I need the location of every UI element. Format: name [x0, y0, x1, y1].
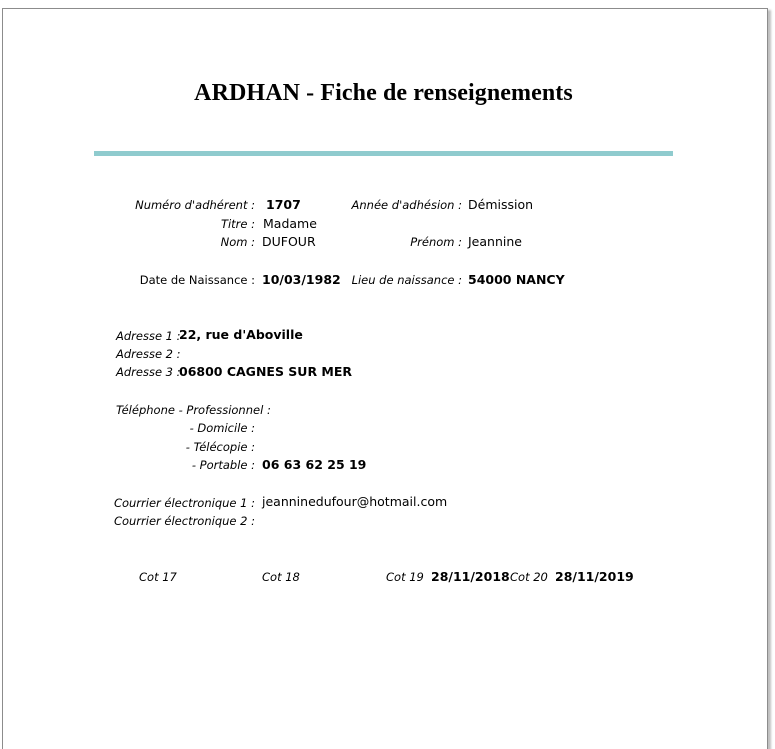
- titre-value: Madame: [263, 216, 317, 231]
- date-naissance-label: Date de Naissance :: [139, 273, 255, 287]
- adresse3-value: 06800 CAGNES SUR MER: [179, 364, 353, 379]
- email1-value: jeanninedufour@hotmail.com: [262, 494, 448, 509]
- cot20-value: 28/11/2019: [555, 569, 634, 584]
- annee-adhesion-label: Année d'adhésion :: [351, 198, 462, 212]
- portable-label: - Portable :: [191, 458, 255, 472]
- telecopie-label: - Télécopie :: [185, 440, 255, 454]
- titre-label: Titre :: [220, 217, 255, 231]
- nom-value: DUFOUR: [262, 234, 316, 249]
- adresse1-value: 22, rue d'Aboville: [179, 327, 303, 342]
- tel-pro-label: Téléphone - Professionnel :: [116, 403, 271, 417]
- numero-adherent-label: Numéro d'adhérent :: [135, 198, 255, 212]
- cot19-value: 28/11/2018: [431, 569, 510, 584]
- lieu-naissance-label: Lieu de naissance :: [351, 273, 462, 287]
- email2-label: Courrier électronique 2 :: [113, 514, 255, 528]
- adresse2-label: Adresse 2 :: [116, 347, 181, 361]
- cot20-label: Cot 20: [510, 570, 548, 584]
- cot18-label: Cot 18: [262, 570, 300, 584]
- nom-label: Nom :: [220, 235, 255, 249]
- date-naissance-value: 10/03/1982: [262, 272, 341, 287]
- cot19-label: Cot 19: [386, 570, 424, 584]
- adresse3-label: Adresse 3 :: [116, 365, 181, 379]
- page-title: ARDHAN - Fiche de renseignements: [194, 80, 573, 106]
- title-divider: [94, 151, 673, 156]
- adresse1-label: Adresse 1 :: [116, 329, 181, 343]
- annee-adhesion-value: Démission: [468, 197, 534, 212]
- email1-label: Courrier électronique 1 :: [113, 496, 255, 510]
- cot17-label: Cot 17: [139, 570, 177, 584]
- prenom-label: Prénom :: [410, 235, 462, 249]
- prenom-value: Jeannine: [468, 234, 522, 249]
- numero-adherent-value: 1707: [266, 197, 301, 212]
- tel-domicile-label: - Domicile :: [189, 421, 255, 435]
- portable-value: 06 63 62 25 19: [262, 457, 367, 472]
- lieu-naissance-value: 54000 NANCY: [468, 272, 565, 287]
